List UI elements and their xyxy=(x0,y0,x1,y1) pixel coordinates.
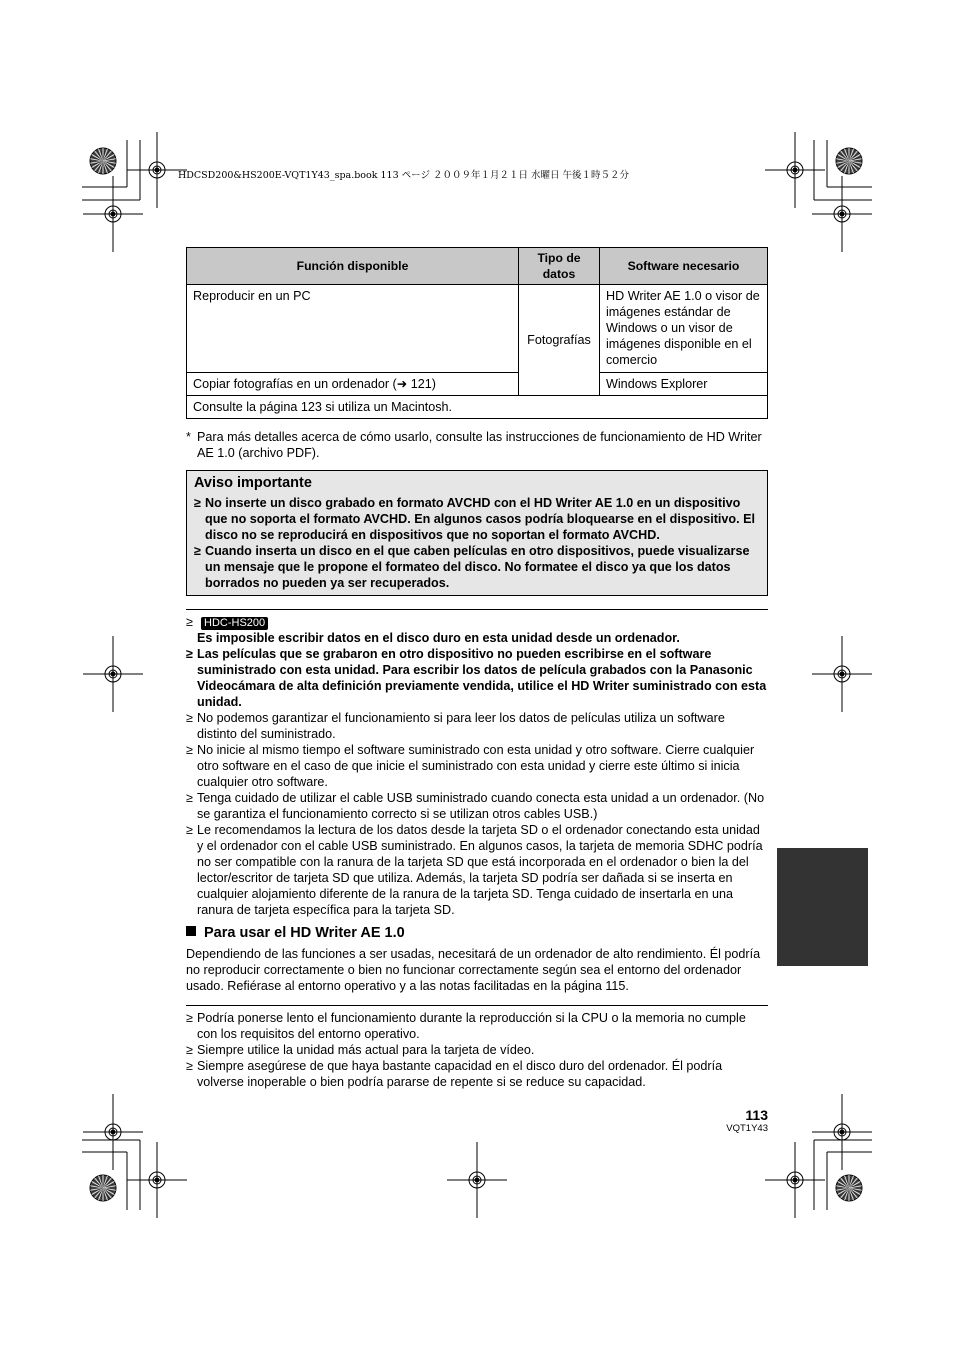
square-bullet-icon xyxy=(186,926,196,936)
starburst-mark xyxy=(90,148,116,174)
chapter-tab xyxy=(777,848,868,966)
section-title: Para usar el HD Writer AE 1.0 xyxy=(204,925,405,941)
cell-function-copy: Copiar fotografías en un ordenador (➜ 121) xyxy=(187,373,519,396)
cell-data-type: Fotografías xyxy=(519,285,600,396)
col-header-data-type: Tipo de datos xyxy=(519,248,600,285)
cell-software-viewer: HD Writer AE 1.0 o visor de imágenes estándar de Windows o un visor de imágenes disponible en el comercio xyxy=(600,285,768,373)
list-item: ≥ No inicie al mismo tiempo el software suministrado con esta unidad y otro software. Cierre cualquier otro software en el caso de que inicie el suministrado con esta unidad y cierre este último si inicia cualquier otro software. xyxy=(186,743,755,789)
registration-target xyxy=(83,1094,143,1170)
list-item: ≥ No podemos garantizar el funcionamiento si para leer los datos de películas utiliza un software distinto del suministrado. xyxy=(186,711,725,741)
cell-macintosh-note: Consulte la página 123 si utiliza un Macintosh. xyxy=(187,396,768,419)
bullet-icon: ≥ xyxy=(186,1043,193,1057)
model-note-text: Es imposible escribir datos en el disco duro en esta unidad desde un ordenador. xyxy=(197,631,680,645)
list-item: ≥ No inserte un disco grabado en formato AVCHD con el HD Writer AE 1.0 en un dispositivo que no soporta el formato AVCHD. En algunos casos podría bloquearse en el dispositivo. El disco no se reproducirá en dispositivos que no soportan el formato AVCHD. xyxy=(194,496,756,542)
list-item: ≥ Tenga cuidado de utilizar el cable USB suministrado cuando conecta esta unidad a un ordenador. (No se garantiza el funcionamiento correcto si se utilizan otros cables USB.) xyxy=(186,791,765,821)
document-code: VQT1Y43 xyxy=(726,1123,768,1134)
cell-software-explorer: Windows Explorer xyxy=(600,373,768,396)
bullet-icon: ≥ xyxy=(186,615,193,629)
list-item: ≥ Cuando inserta un disco en el que caben películas en otro dispositivos, puede visualizarse un mensaje que le propone el formateo del disco. No formatee el disco ya que los datos borrados no pueden ya ser recuperados. xyxy=(194,544,750,590)
cell-function-play: Reproducir en un PC xyxy=(187,285,519,373)
footnote-mark: * xyxy=(186,430,191,444)
page-number: 113 xyxy=(745,1107,768,1123)
registration-target xyxy=(812,636,872,712)
starburst-mark xyxy=(90,1175,116,1201)
registration-target xyxy=(83,636,143,712)
bullet-icon: ≥ xyxy=(194,496,201,510)
starburst-mark xyxy=(836,1175,862,1201)
bullet-icon: ≥ xyxy=(186,823,193,837)
model-tag: HDC-HS200 xyxy=(201,617,268,630)
section-notes-list xyxy=(186,1010,768,1090)
function-table xyxy=(186,247,768,419)
list-item: ≥ Siempre utilice la unidad más actual para la tarjeta de vídeo. xyxy=(186,1043,535,1057)
starburst-mark xyxy=(836,148,862,174)
notes-list xyxy=(186,614,768,918)
table-row xyxy=(187,373,768,396)
bullet-icon: ≥ xyxy=(186,791,193,805)
list-item: ≥ Podría ponerse lento el funcionamiento durante la reproducción si la CPU o la memoria no cumple con los requisitos del entorno operativo. xyxy=(186,1011,746,1041)
list-item xyxy=(186,614,768,646)
file-header-line: HDCSD200&HS200E-VQT1Y43_spa.book 113 ページ ２００９年１月２１日 水曜日 午後１時５２分 xyxy=(178,170,630,181)
registration-target xyxy=(765,132,825,208)
section-body: Dependiendo de las funciones a ser usadas, necesitará de un ordenador de alto rendimiento. Él podría no reproducir correctamente o bien no funcionar correctamente según sea el entorno del ordenador usado. Refiérase al entorno operativo y a las notas facilitadas en la página 115. xyxy=(186,947,761,993)
table-header-row xyxy=(187,248,768,285)
bullet-icon: ≥ xyxy=(186,711,193,725)
registration-target xyxy=(447,1142,507,1218)
bullet-icon: ≥ xyxy=(186,743,193,757)
footnote-text: Para más detalles acerca de cómo usarlo, consulte las instrucciones de funcionamiento de HD Writer AE 1.0 (archivo PDF). xyxy=(197,430,762,460)
divider xyxy=(186,609,768,610)
registration-target xyxy=(127,1142,187,1218)
bullet-icon: ≥ xyxy=(186,1011,193,1025)
footnote xyxy=(186,429,768,461)
registration-target xyxy=(812,1094,872,1170)
list-item: ≥ Siempre asegúrese de que haya bastante capacidad en el disco duro del ordenador. Él podría volverse inoperable o bien podría pararse de repente si se reduce su capacidad. xyxy=(186,1059,723,1089)
section-heading xyxy=(186,925,405,941)
bullet-icon: ≥ xyxy=(186,1059,193,1073)
notice-title: Aviso importante xyxy=(194,475,312,491)
divider xyxy=(186,1005,768,1006)
table-row xyxy=(187,285,768,373)
col-header-function: Función disponible xyxy=(187,248,519,285)
list-item: ≥ Le recomendamos la lectura de los datos desde la tarjeta SD o el ordenador conectando esta unidad y el ordenador con el cable USB suministrado. En algunos casos, la tarjeta de memoria SDHC podría no ser compatible con la ranura de la tarjeta SD que está incorporada en el ordenador o bien la del lector/escritor de tarjeta SD que utiliza. Además, la tarjeta SD podría ser dañada si se inserta en cualquier alojamiento diferente de la ranura de la tarjeta SD. Tenga cuidado de insertarla en una ranura de tarjeta específica para la tarjeta SD. xyxy=(186,823,763,917)
table-footer-row xyxy=(187,396,768,419)
registration-target xyxy=(765,1142,825,1218)
important-notice-box xyxy=(186,470,768,596)
bullet-icon: ≥ xyxy=(186,647,193,661)
col-header-software: Software necesario xyxy=(600,248,768,285)
bullet-icon: ≥ xyxy=(194,544,201,558)
list-item: ≥ Las películas que se grabaron en otro dispositivo no pueden escribirse en el software suministrado con esta unidad. Para escribir los datos de película grabados con la Panasonic Videocámara de alta definición previamente vendida, utilice el HD Writer suministrado con esta unidad. xyxy=(186,647,767,709)
